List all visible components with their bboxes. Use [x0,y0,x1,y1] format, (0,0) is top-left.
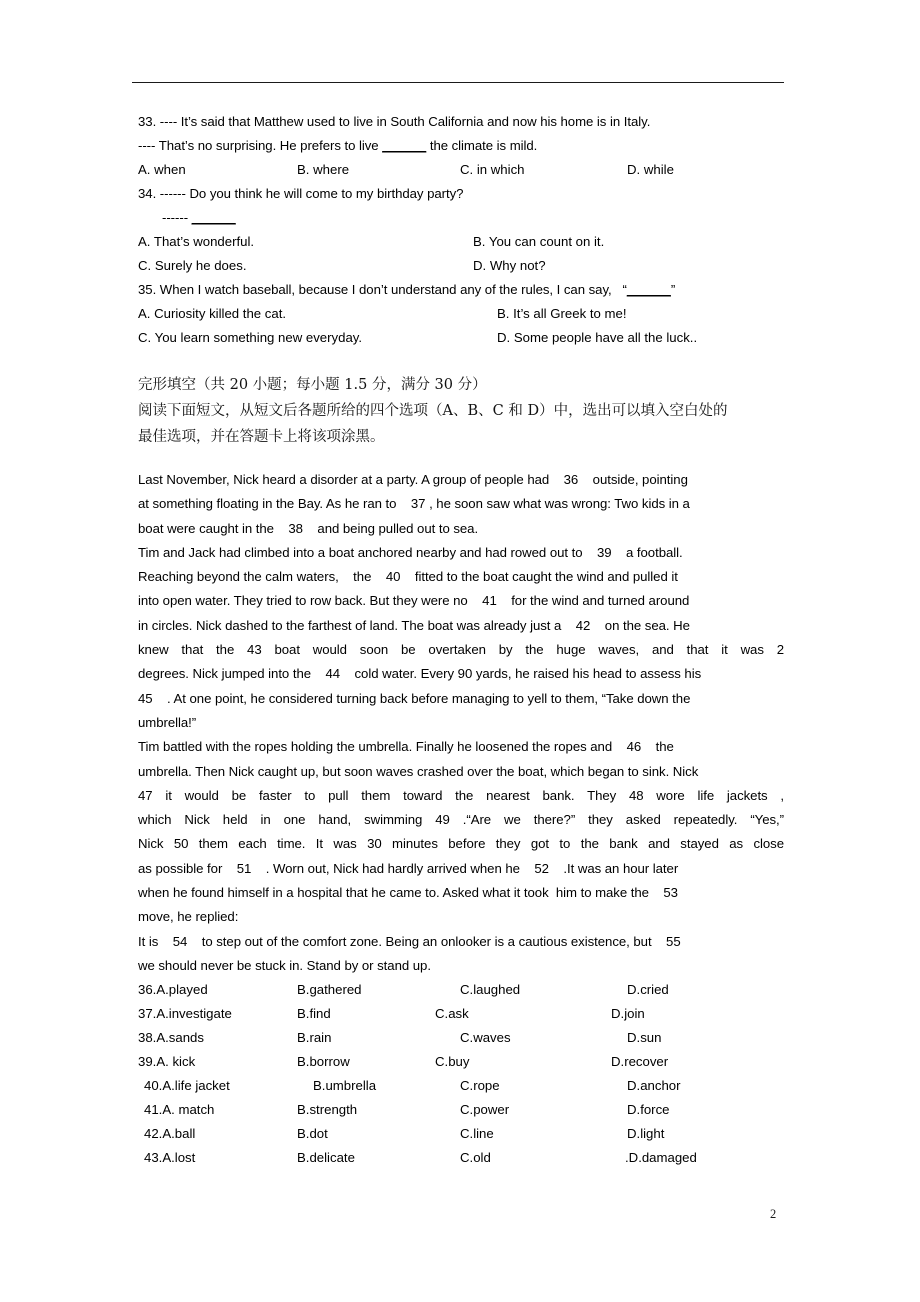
cloze-40-option-c[interactable]: C.rope [460,1078,500,1094]
passage-line: Nick 50 them each time. It was 30 minutes before they got to the bank and stayed as close [138,836,784,852]
q34-option-c[interactable]: C. Surely he does. [138,258,247,273]
header-rule [132,82,784,83]
cloze-option-row [138,978,784,1002]
q33-option-c[interactable]: C. in which [460,162,525,177]
cloze-instruction-line1: 阅读下面短文，从短文后各题所给的四个选项（A、B、C 和 D）中，选出可以填入空白处的 [138,403,728,419]
cloze-43-option-d[interactable]: .D.damaged [625,1150,697,1166]
cloze-43-option-a[interactable]: 43.A.lost [144,1150,196,1166]
passage-line: as possible for 51 . Worn out, Nick had hardly arrived when he 52 .It was an hour later [138,860,679,876]
q34-options-row1 [138,230,784,254]
passage-line: at something floating in the Bay. As he ran to 37 , he soon saw what was wrong: Two kids in a [138,496,690,512]
page-number: 2 [770,1207,777,1221]
q35-option-a[interactable]: A. Curiosity killed the cat. [138,306,287,321]
passage-line: 45 . At one point, he considered turning back before managing to yell to them, “Take down the [138,690,691,706]
q35-stem-post: ” [670,282,676,297]
passage-line: which Nick held in one hand, swimming 49 .“Are we there?” they asked repeatedly. “Yes,” [138,812,784,828]
q33-stem-line2-post: the climate is mild. [426,138,538,153]
cloze-option-row [138,1146,784,1170]
cloze-instruction-line2: 最佳选项，并在答题卡上将该项涂黑。 [138,429,385,445]
passage-line: Tim battled with the ropes holding the umbrella. Finally he loosened the ropes and 46 the [138,739,674,755]
cloze-43-option-c[interactable]: C.old [460,1150,491,1166]
cloze-36-option-d[interactable]: D.cried [627,982,669,998]
q34-answer-line [138,206,784,230]
q34-stem: 34. ------ Do you think he will come to my birthday party? [138,186,464,201]
page-content [138,110,784,1170]
cloze-40-option-a[interactable]: 40.A.life jacket [144,1078,230,1094]
q33-stem-line2 [138,134,784,158]
passage-line: Reaching beyond the calm waters, the 40 fitted to the boat caught the wind and pulled it [138,569,678,585]
cloze-heading: 完形填空（共 20 小题；每小题 1.5 分，满分 30 分） [138,377,487,393]
cloze-41-option-b[interactable]: B.strength [297,1102,358,1118]
q35-stem [138,278,784,302]
cloze-40-option-b[interactable]: B.umbrella [313,1078,377,1094]
cloze-38-option-c[interactable]: C.waves [460,1030,511,1046]
cloze-option-row [138,1098,784,1122]
passage-line: when he found himself in a hospital that he came to. Asked what it took him to make the 53 [138,885,678,901]
cloze-41-option-d[interactable]: D.force [627,1102,670,1118]
cloze-37-option-b[interactable]: B.find [297,1006,331,1022]
passage-line: move, he replied: [138,909,239,925]
cloze-39-option-a[interactable]: 39.A. kick [138,1054,196,1070]
cloze-41-option-c[interactable]: C.power [460,1102,510,1118]
cloze-38-option-d[interactable]: D.sun [627,1030,662,1046]
passage-line: knew that the 43 boat would soon be overtaken by the huge waves, and that it was 2 [138,642,784,658]
passage-line: we should never be stuck in. Stand by or stand up. [138,957,431,973]
passage-line: Tim and Jack had climbed into a boat anchored nearby and had rowed out to 39 a football. [138,544,683,560]
cloze-option-row [138,1122,784,1146]
cloze-36-option-b[interactable]: B.gathered [297,982,362,998]
q35-options-row1 [138,302,784,326]
cloze-option-row [138,1074,784,1098]
q33-stem-line1: 33. ---- It’s said that Matthew used to live in South California and now his home is in Italy. [138,114,651,129]
cloze-37-option-a[interactable]: 37.A.investigate [138,1006,232,1022]
q33-options [138,158,784,182]
cloze-40-option-d[interactable]: D.anchor [627,1078,681,1094]
cloze-42-option-c[interactable]: C.line [460,1126,494,1142]
q34-answer-blank: ______ [191,210,236,225]
cloze-38-option-b[interactable]: B.rain [297,1030,332,1046]
q34-options-row2 [138,254,784,278]
cloze-42-option-a[interactable]: 42.A.ball [144,1126,196,1142]
q34-option-d[interactable]: D. Why not? [473,258,546,273]
cloze-37-option-d[interactable]: D.join [611,1006,645,1022]
passage-line: boat were caught in the 38 and being pulled out to sea. [138,520,479,536]
cloze-option-row [138,1026,784,1050]
q34-option-b[interactable]: B. You can count on it. [473,234,605,249]
cloze-39-option-c[interactable]: C.buy [435,1054,470,1070]
passage-line: 47 it would be faster to pull them toward the nearest bank. They 48 wore life jackets , [138,787,784,803]
q35-stem-pre: 35. When I watch baseball, because I don’t understand any of the rules, I can say, “ [138,282,627,297]
cloze-37-option-c[interactable]: C.ask [435,1006,469,1022]
q33-option-b[interactable]: B. where [297,162,350,177]
q35-option-c[interactable]: C. You learn something new everyday. [138,330,363,345]
q33-blank: ______ [382,138,427,153]
q35-option-b[interactable]: B. It’s all Greek to me! [497,306,627,321]
cloze-39-option-b[interactable]: B.borrow [297,1054,350,1070]
cloze-38-option-a[interactable]: 38.A.sands [138,1030,204,1046]
cloze-option-row [138,1050,784,1074]
passage-line: umbrella!” [138,714,197,730]
passage-line: into open water. They tried to row back. But they were no 41 for the wind and turned around [138,593,690,609]
q34-option-a[interactable]: A. That’s wonderful. [138,234,255,249]
passage-line: Last November, Nick heard a disorder at a party. A group of people had 36 outside, pointing [138,472,688,487]
q33-stem-line2-pre: ---- That’s no surprising. He prefers to live [138,138,383,153]
passage-line: degrees. Nick jumped into the 44 cold water. Every 90 yards, he raised his head to assess his [138,666,702,682]
q34-answer-dashes: ------ [162,210,192,225]
cloze-36-option-a[interactable]: 36.A.played [138,982,208,998]
cloze-options-list [138,978,784,1170]
q33-option-d[interactable]: D. while [627,162,674,177]
q35-options-row2 [138,326,784,350]
cloze-36-option-c[interactable]: C.laughed [460,982,521,998]
q35-blank: ______ [626,282,671,297]
passage-line: in circles. Nick dashed to the farthest of land. The boat was already just a 42 on the sea. He [138,617,690,633]
cloze-42-option-d[interactable]: D.light [627,1126,665,1142]
cloze-42-option-b[interactable]: B.dot [297,1126,328,1142]
cloze-39-option-d[interactable]: D.recover [611,1054,669,1070]
cloze-43-option-b[interactable]: B.delicate [297,1150,355,1166]
spacer-before-cloze [138,350,784,372]
q33-option-a[interactable]: A. when [138,162,186,177]
cloze-option-row [138,1002,784,1026]
spacer-before-passage [138,450,784,468]
q35-option-d[interactable]: D. Some people have all the luck.. [497,330,698,345]
cloze-41-option-a[interactable]: 41.A. match [144,1102,215,1118]
passage-line: It is 54 to step out of the comfort zone. Being an onlooker is a cautious existence, but 55 [138,933,681,949]
passage-line: umbrella. Then Nick caught up, but soon waves crashed over the boat, which began to sink. Nick [138,763,699,779]
cloze-passage [138,468,784,978]
